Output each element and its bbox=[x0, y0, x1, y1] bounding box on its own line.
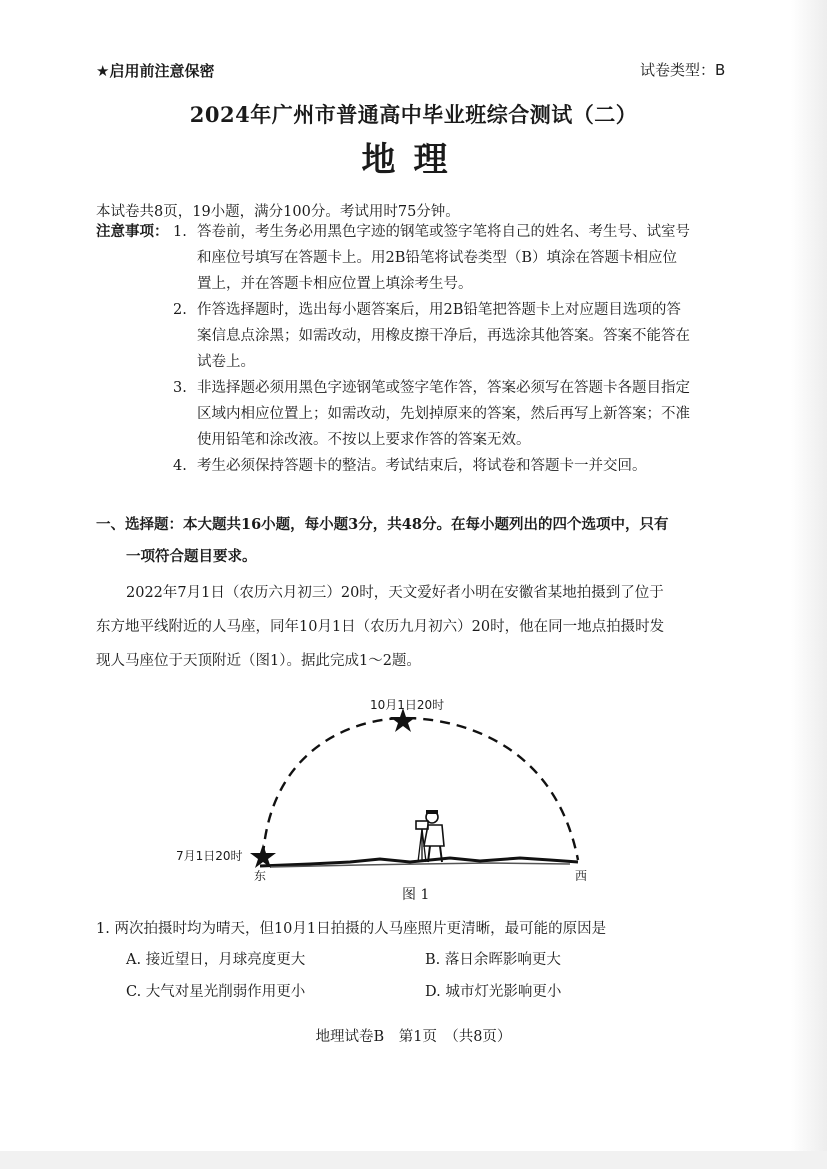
option-d: D. 城市灯光影响更小 bbox=[425, 984, 562, 1000]
question-stem: 1. 两次拍摄时均为晴天，但10月1日拍摄的人马座照片更清晰，最可能的原因是 bbox=[96, 921, 607, 937]
figure-label-jul: 7月1日20时 bbox=[176, 849, 243, 863]
paper-type-label: 试卷类型：B bbox=[640, 61, 726, 79]
section-heading-cont: 一项符合题目要求。 bbox=[126, 548, 257, 565]
note-number: 2. bbox=[173, 302, 187, 318]
note-line: 和座位号填写在答题卡上。用2B铅笔将试卷类型（B）填涂在答题卡相应位 bbox=[197, 250, 678, 266]
note-line: 作答选择题时，选出每小题答案后，用2B铅笔把答题卡上对应题目选项的答 bbox=[197, 302, 681, 318]
note-number: 1. bbox=[173, 224, 187, 240]
option-a: A. 接近望日，月球亮度更大 bbox=[126, 952, 306, 968]
note-number: 3. bbox=[173, 380, 187, 396]
section-heading: 一、选择题：本大题共16小题，每小题3分，共48分。在每小题列出的四个选项中，只有 bbox=[96, 516, 669, 533]
note-line: 答卷前，考生务必用黑色字迹的钢笔或签字笔将自己的姓名、考生号、试室号 bbox=[197, 224, 690, 240]
note-line: 试卷上。 bbox=[197, 354, 255, 370]
secret-label: ★启用前注意保密 bbox=[96, 62, 215, 80]
note-line: 区域内相应位置上；如需改动，先划掉原来的答案，然后再写上新答案；不准 bbox=[197, 406, 690, 422]
passage-line: 2022年7月1日（农历六月初三）20时，天文爱好者小明在安徽省某地拍摄到了位于 bbox=[126, 585, 664, 601]
note-line: 使用铅笔和涂改液。不按以上要求作答的答案无效。 bbox=[197, 432, 531, 448]
note-line: 置上，并在答题卡相应位置上填涂考生号。 bbox=[197, 276, 473, 292]
option-b: B. 落日余晖影响更大 bbox=[425, 952, 561, 968]
page-footer: 地理试卷B 第1页 （共8页） bbox=[315, 1029, 512, 1045]
horizon-ground bbox=[260, 858, 578, 866]
passage-line: 现人马座位于天顶附近（图1）。据此完成1～2题。 bbox=[96, 653, 421, 669]
note-line: 案信息点涂黑；如需改动，用橡皮擦干净后，再选涂其他答案。答案不能答在 bbox=[197, 328, 690, 344]
figure-label-east: 东 bbox=[254, 869, 267, 883]
note-line: 考生必须保持答题卡的整洁。考试结束后，将试卷和答题卡一并交回。 bbox=[197, 458, 647, 474]
note-number: 4. bbox=[173, 458, 187, 474]
notes-label: 注意事项： bbox=[96, 223, 169, 240]
note-line: 非选择题必须用黑色字迹钢笔或签字笔作答，答案必须写在答题卡各题目指定 bbox=[197, 380, 690, 396]
figure-label-oct: 10月1日20时 bbox=[370, 698, 445, 712]
subject-title: 地理 bbox=[361, 140, 466, 180]
option-c: C. 大气对星光削弱作用更小 bbox=[126, 984, 306, 1000]
figure-label-west: 西 bbox=[575, 869, 588, 883]
exam-title: 2024年广州市普通高中毕业班综合测试（二） bbox=[189, 102, 638, 127]
intro-text: 本试卷共8页，19小题，满分100分。考试用时75分钟。 bbox=[96, 204, 460, 220]
figure-caption: 图 1 bbox=[402, 887, 430, 903]
passage-line: 东方地平线附近的人马座，同年10月1日（农历九月初六）20时，他在同一地点拍摄时发 bbox=[96, 619, 665, 635]
photographer-icon bbox=[416, 810, 444, 862]
scan-bottom-edge bbox=[0, 1151, 827, 1169]
